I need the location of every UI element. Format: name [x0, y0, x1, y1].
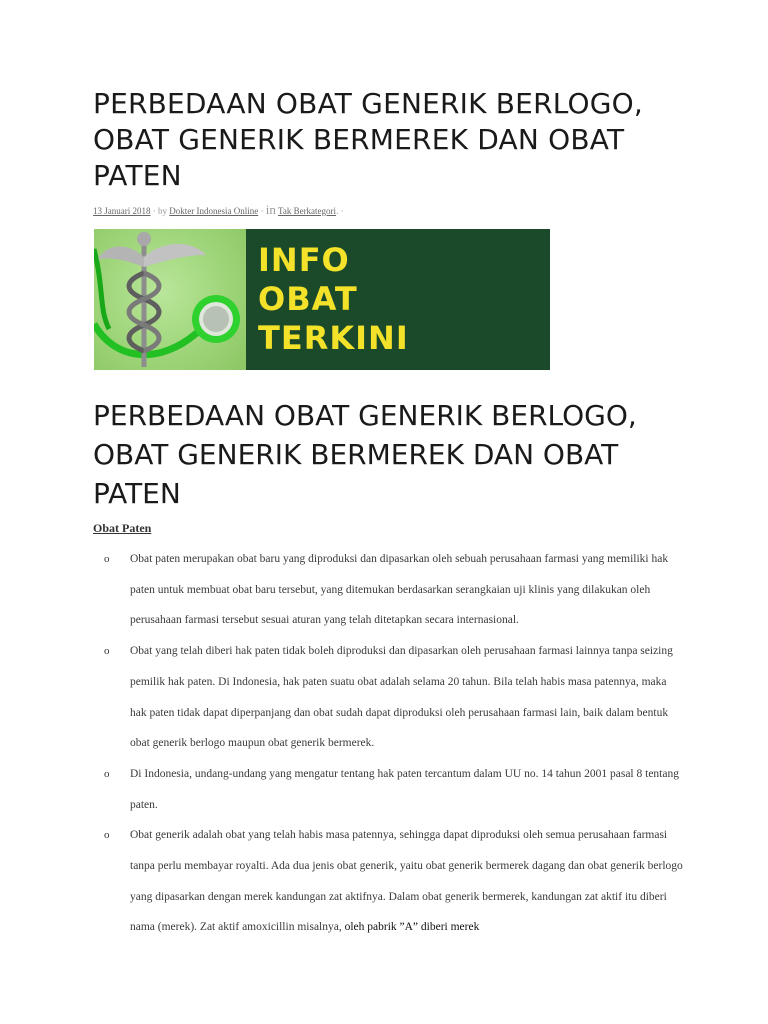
list-item-text-continued: oleh pabrik ”A” diberi merek [344, 921, 480, 934]
list-item-text: Obat paten merupakan obat baru yang diproduksi dan dipasarkan oleh sebuah perusahaan farmasi yang memiliki hak paten untuk membuat obat baru tersebut, yang ditemukan berdasarkan serangkaian uji klinis yang dilakukan oleh perusahaan farmasi tersebut sesuai aturan yang telah ditetapkan secara internasional. [130, 553, 669, 627]
author-link[interactable]: Dokter Indonesia Online [169, 206, 259, 216]
list-item-text: Obat yang telah diberi hak paten tidak boleh diproduksi dan dipasarkan oleh perusahaan farmasi lainnya tanpa seizing pemilik hak paten. Di Indonesia, hak paten suatu obat adalah selama 20 tahun. Bila telah habis masa patennya, maka hak paten tidak dapat diperpanjang dan obat sudah dapat diproduksi oleh perusahaan farmasi lain, baik dalam bentuk obat generik berlogo maupun obat generik bermerek. [130, 645, 673, 750]
banner-line: INFO [258, 241, 350, 279]
meta-in: in [265, 202, 276, 217]
banner-title-panel [246, 229, 550, 370]
post-meta [93, 202, 344, 218]
article-heading: PERBEDAAN OBAT GENERIK BERLOGO, OBAT GENERIK BERMEREK DAN OBAT PATEN [93, 399, 637, 510]
list-item [104, 544, 684, 636]
meta-separator: · [258, 206, 266, 216]
bullet-list [104, 544, 684, 943]
category-link[interactable]: Tak Berkategori [277, 206, 337, 216]
meta-tail: . · [336, 206, 344, 216]
bullet-marker: o [104, 553, 110, 565]
post-date-link[interactable]: 13 Januari 2018 [93, 206, 151, 216]
bullet-marker: o [104, 645, 110, 658]
list-item [104, 636, 684, 759]
featured-image [94, 229, 550, 370]
bullet-marker: o [104, 767, 110, 780]
list-item [104, 759, 684, 820]
banner-line: OBAT [258, 280, 358, 318]
list-item [104, 820, 684, 943]
banner-line: TERKINI [258, 319, 409, 357]
bullet-marker: o [104, 829, 110, 842]
meta-by: by [158, 206, 167, 216]
banner-title [258, 241, 409, 358]
list-item-text: Obat generik adalah obat yang telah habis masa patennya, sehingga dapat diproduksi oleh semua perusahaan farmasi tanpa perlu membayar royalti. Ada dua jenis obat generik, yaitu obat generik bermerek dagang dan obat generik berlogo yang dipasarkan dengan merek kandungan zat aktifnya. Dalam obat generik bermerek, kandungan zat aktif itu diberi nama (merek). Zat aktif amoxicillin misalnya, [130, 829, 683, 934]
caduceus-stethoscope-icon [94, 229, 246, 370]
list-item-text: Di Indonesia, undang-undang yang mengatur tentang hak paten tercantum dalam UU no. 14 tahun 2001 pasal 8 tentang paten. [130, 767, 679, 811]
meta-separator: · [150, 206, 158, 216]
page-title: PERBEDAAN OBAT GENERIK BERLOGO, OBAT GENERIK BERMEREK DAN OBAT PATEN [93, 87, 643, 192]
section-label: Obat Paten [93, 521, 152, 535]
